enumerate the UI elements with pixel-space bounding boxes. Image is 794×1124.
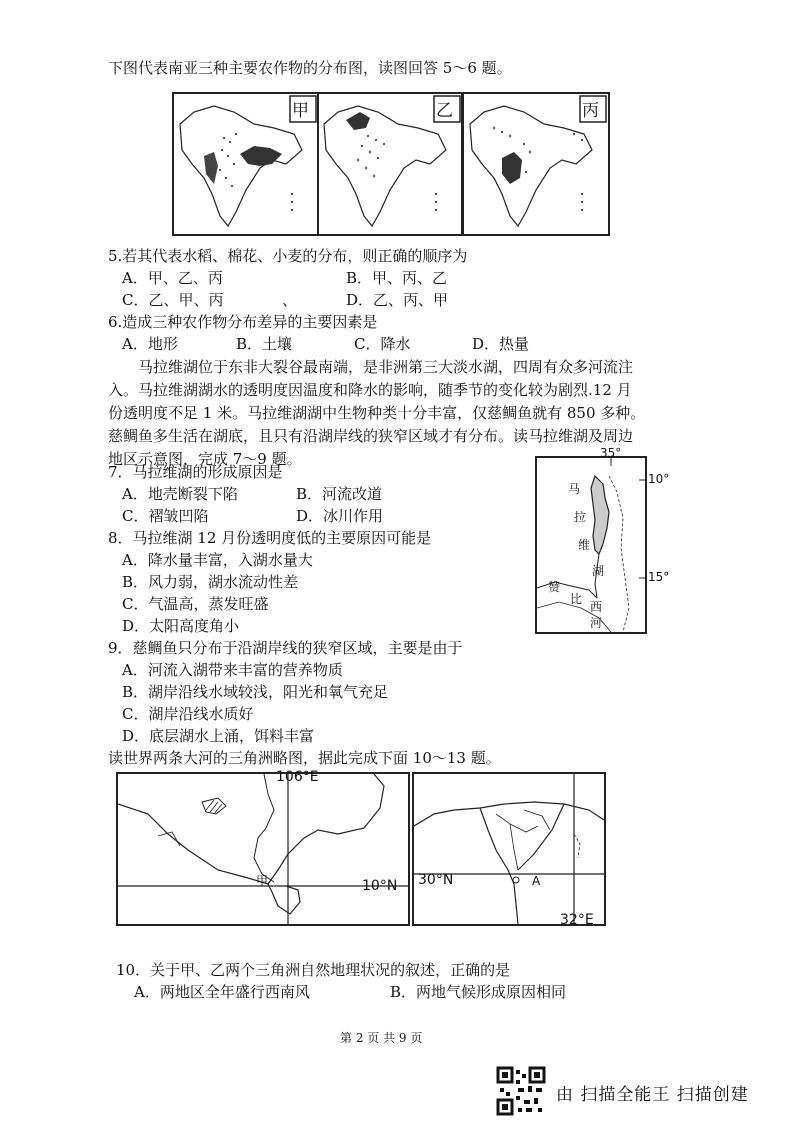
malawi-lat-10: 10° [648, 472, 670, 486]
delta-map-right [412, 772, 606, 926]
lake-char-1: 马 [568, 482, 581, 496]
q6-stem: 6.造成三种农作物分布差异的主要因素是 [108, 313, 378, 331]
q5-option-a: A．甲、乙、丙 [122, 269, 223, 287]
scanner-watermark: 由 扫描全能王 扫描创建 [556, 1085, 749, 1105]
map-label-bing: 丙 [582, 101, 599, 121]
malawi-intro-line-4: 慈鲷鱼多生活在湖底，且只有沿湖岸线的狭窄区域才有分布。读马拉维湖及周边 [108, 427, 634, 445]
q6-option-b: B．土壤 [236, 335, 293, 353]
map-label-yi: 乙 [436, 101, 453, 121]
q8-stem: 8．马拉维湖 12 月份透明度低的主要原因可能是 [108, 529, 432, 547]
q6-option-c: C．降水 [354, 335, 411, 353]
intro-5-6: 下图代表南亚三种主要农作物的分布图，读图回答 5～6 题。 [108, 59, 512, 77]
q10-option-a: A．两地区全年盛行西南风 [134, 983, 310, 1001]
delta-right-lon: 32°E [560, 912, 594, 928]
q9-option-c: C．湖岸沿线水质好 [122, 705, 254, 723]
q9-option-b: B．湖岸沿线水域较浅，阳光和氧气充足 [122, 683, 389, 701]
malawi-intro-line-5: 地区示意图，完成 7～9 题。 [108, 450, 302, 468]
q5-stray-mark: 、 [282, 291, 298, 309]
lake-char-2: 拉 [574, 510, 587, 524]
q9-option-a: A．河流入湖带来丰富的营养物质 [122, 661, 343, 679]
map-label-jia: 甲 [292, 101, 309, 121]
q8-option-b: B．风力弱，湖水流动性差 [122, 573, 299, 591]
q7-stem: 7．马拉维湖的形成原因是 [108, 463, 283, 481]
malawi-lat-15: 15° [648, 570, 670, 584]
qr-code-icon [496, 1066, 546, 1116]
q5-option-b: B．甲、丙、乙 [346, 269, 448, 287]
q7-option-a: A．地壳断裂下陷 [122, 485, 238, 503]
delta-left-lat: 10°N [362, 878, 398, 894]
q5-option-d: D．乙、丙、甲 [346, 291, 449, 309]
q10-stem: 10．关于甲、乙两个三角洲自然地理状况的叙述，正确的是 [116, 961, 511, 979]
q7-option-c: C．褶皱凹陷 [122, 507, 209, 525]
delta-left-mark: 甲 [256, 874, 269, 888]
river-char-1: 赞 [548, 580, 561, 594]
delta-right-lat: 30°N [418, 872, 454, 888]
q6-option-a: A．地形 [122, 335, 178, 353]
malawi-intro-line-2: 入。马拉维湖湖水的透明度因温度和降水的影响，随季节的变化较为剧烈.12 月 [108, 381, 632, 399]
delta-right-mark: A [532, 874, 541, 888]
river-char-2: 比 [570, 592, 583, 606]
q8-option-a: A．降水量丰富，入湖水量大 [122, 551, 313, 569]
malawi-intro-line-3: 份透明度不足 1 米。马拉维湖湖中生物种类十分丰富，仅慈鲷鱼就有 850 多种。 [108, 404, 646, 422]
q9-stem: 9．慈鲷鱼只分布于沿湖岸线的狭窄区域，主要是由于 [108, 639, 463, 657]
intro-10-13: 读世界两条大河的三角洲略图，据此完成下面 10～13 题。 [108, 749, 501, 767]
river-char-4: 河 [590, 616, 603, 630]
delta-map-left [116, 772, 410, 926]
lake-char-3: 维 [578, 538, 591, 552]
q5-stem: 5.若其代表水稻、棉花、小麦的分布，则正确的顺序为 [108, 247, 468, 265]
malawi-lon-35: 35° [600, 446, 622, 460]
q7-option-d: D．冰川作用 [296, 507, 384, 525]
river-char-3: 西 [590, 600, 603, 614]
lake-char-4: 湖 [592, 564, 605, 578]
q9-option-d: D．底层湖水上涌，饵料丰富 [122, 727, 315, 745]
q6-option-d: D．热量 [472, 335, 530, 353]
page-footer: 第 2 页 共 9 页 [340, 1031, 423, 1045]
malawi-intro-line-1: 马拉维湖位于东非大裂谷最南端，是非洲第三大淡水湖，四周有众多河流注 [138, 358, 634, 376]
q7-option-b: B．河流改道 [296, 485, 383, 503]
delta-left-lon: 106°E [276, 769, 319, 785]
q10-option-b: B．两地气候形成原因相同 [390, 983, 567, 1001]
q5-option-c: C．乙、甲、丙 [122, 291, 224, 309]
south-asia-map-strip [172, 92, 464, 236]
q8-option-c: C．气温高，蒸发旺盛 [122, 595, 269, 613]
q8-option-d: D．太阳高度角小 [122, 617, 240, 635]
